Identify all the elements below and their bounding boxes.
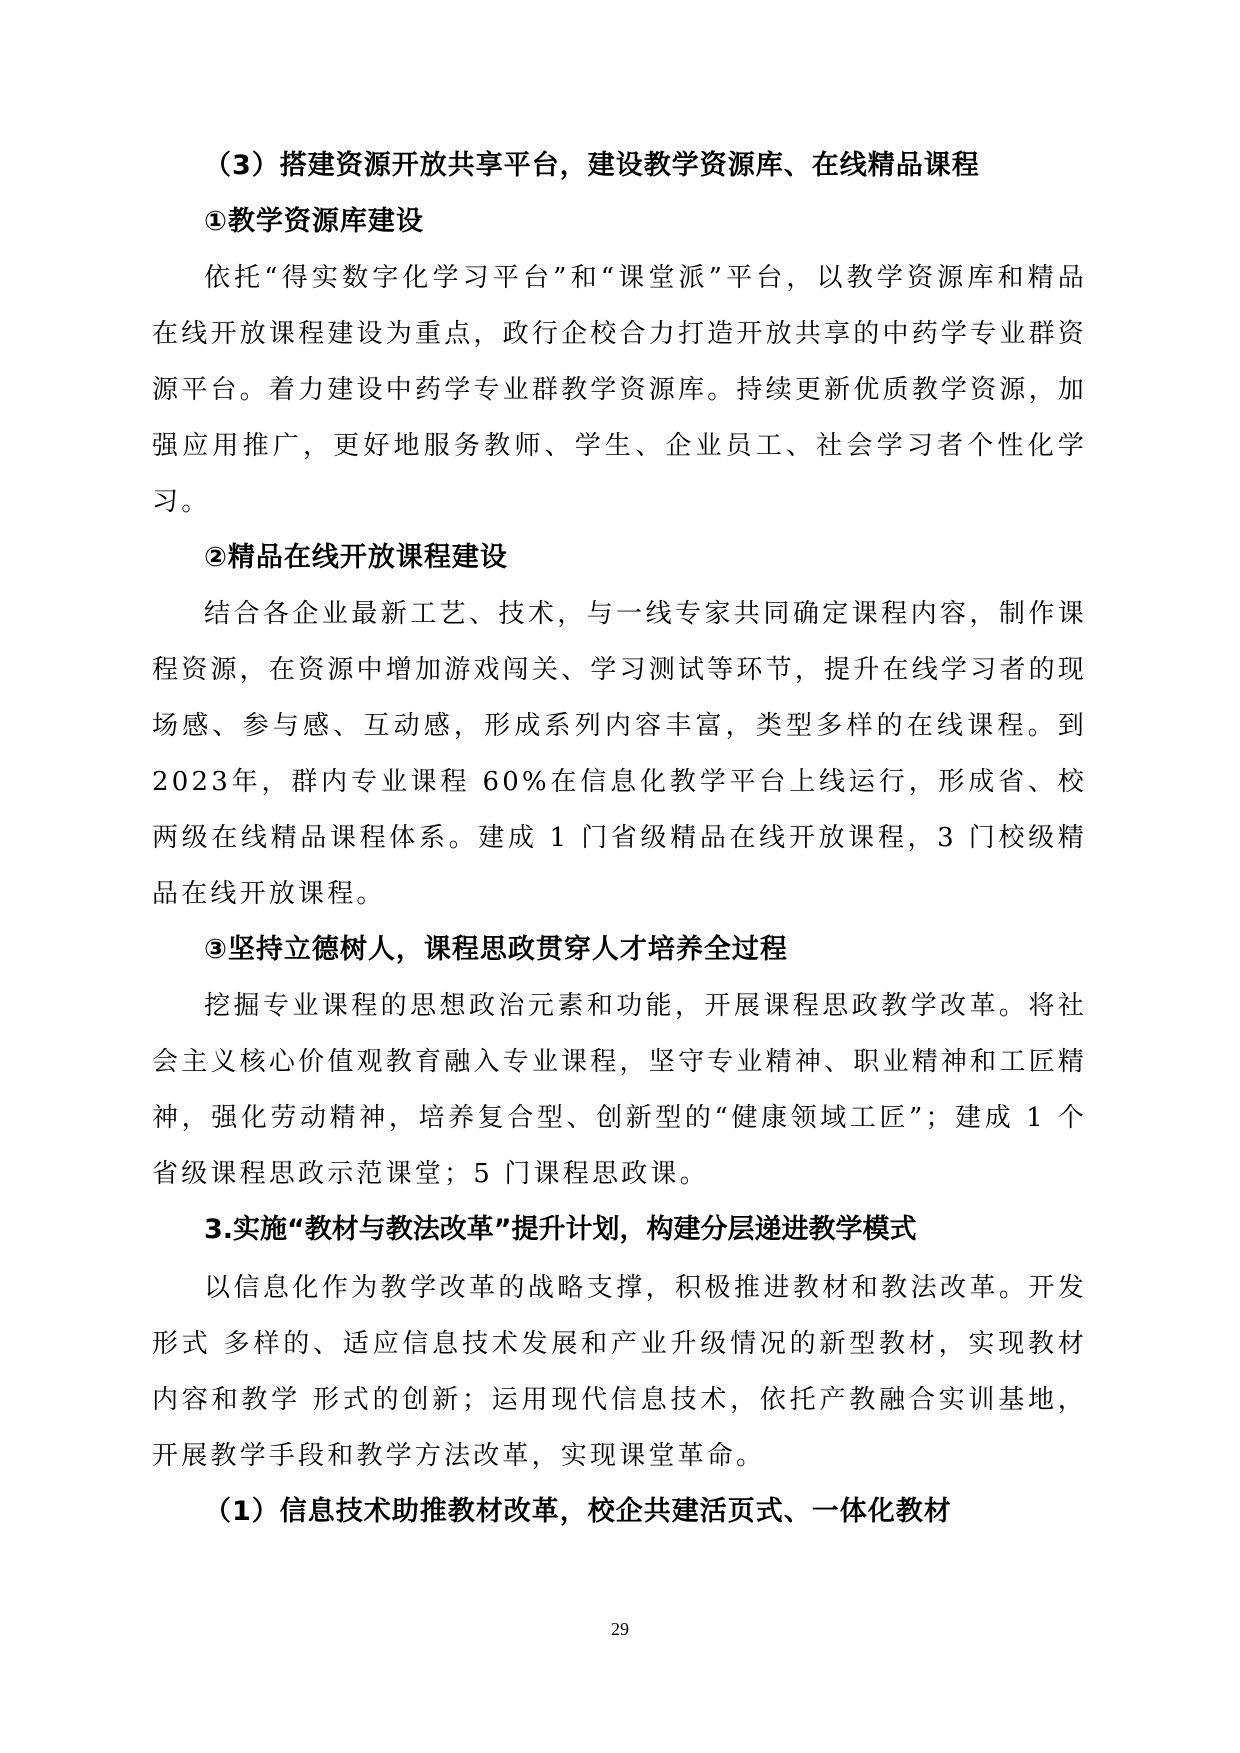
section-heading-resource-platform: （3）搭建资源开放共享平台，建设教学资源库、在线精品课程 xyxy=(204,150,980,181)
section-heading-textbook-reform: （1）信息技术助推教材改革，校企共建活页式、一体化教材 xyxy=(204,1496,952,1527)
subheading-resource-library: ①教学资源库建设 xyxy=(204,206,424,237)
page-number: 29 xyxy=(611,1619,629,1639)
page-content xyxy=(152,138,1087,1540)
paragraph-teaching-reform: 以信息化作为教学改革的战略支撑，积极推进教材和教法改革。开发形式 多样的、适应信息技术发展和产业升级情况的新型教材，实现教材内容和教学 形式的创新；运用现代信息技术，依托产教融合实训基地，开展教学手段和教学方法改革，实现课堂革命。 xyxy=(152,1273,1087,1471)
subheading-online-courses: ②精品在线开放课程建设 xyxy=(204,542,508,573)
paragraph-online-courses: 结合各企业最新工艺、技术，与一线专家共同确定课程内容，制作课程资源，在资源中增加游戏闯关、学习测试等环节，提升在线学习者的现场感、参与感、互动感，形成系列内容丰富，类型多样的在线课程。到 2023年，群内专业课程 60%在信息化教学平台上线运行，形成省、校两级在线精品课程体系。建成 1 门省级精品在线开放课程，3 门校级精品在线开放课程。 xyxy=(152,599,1087,909)
subheading-moral-education: ③坚持立德树人，课程思政贯穿人才培养全过程 xyxy=(204,934,788,965)
paragraph-resource-library: 依托“得实数字化学习平台”和“课堂派”平台，以教学资源库和精品在线开放课程建设为重点，政行企校合力打造开放共享的中药学专业群资源平台。着力建设中药学专业群教学资源库。持续更新优质教学资源，加强应用推广，更好地服务教师、学生、企业员工、社会学习者个性化学习。 xyxy=(152,263,1087,517)
paragraph-moral-education: 挖掘专业课程的思想政治元素和功能，开展课程思政教学改革。将社会主义核心价值观教育融入专业课程，坚守专业精神、职业精神和工匠精神，强化劳动精神，培养复合型、创新型的“健康领域工匠”；建成 1 个省级课程思政示范课堂；5 门课程思政课。 xyxy=(152,991,1087,1189)
section-heading-teaching-reform: 3.实施“教材与教法改革”提升计划，构建分层递进教学模式 xyxy=(204,1214,917,1245)
